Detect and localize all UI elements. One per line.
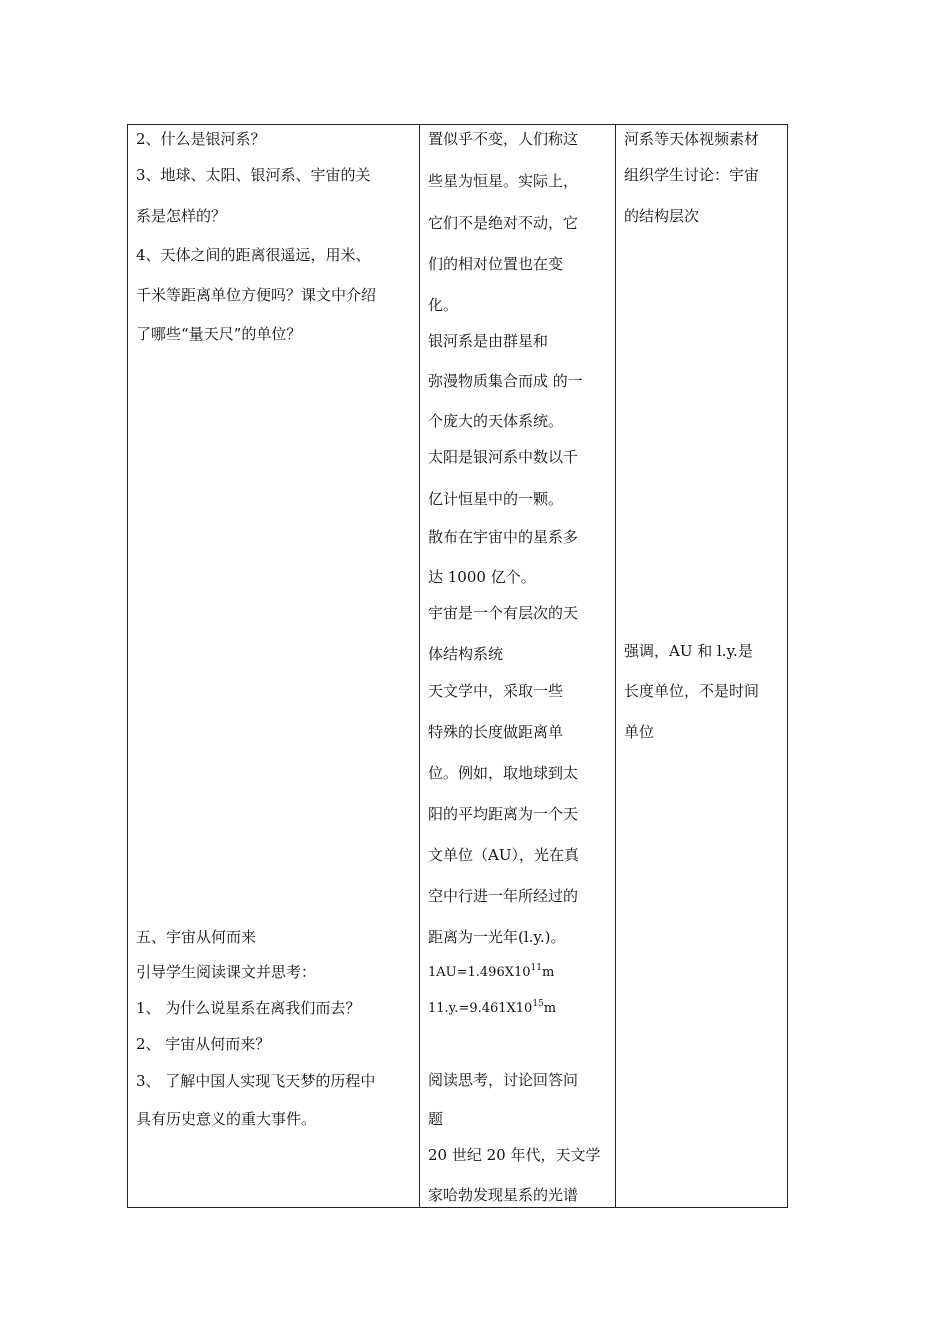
au-formula-unit: m: [541, 965, 555, 980]
content-line: 些星为恒星。实际上，: [428, 172, 579, 190]
au-formula: [428, 963, 554, 983]
content-line: 题: [428, 1110, 444, 1128]
content-line: 化。: [428, 296, 459, 314]
instruction-line: 引导学生阅读课文并思考：: [136, 963, 317, 981]
content-line: 们的相对位置也在变: [428, 255, 564, 273]
content-line: 亿计恒星中的一颗。: [428, 490, 564, 508]
question-line: 了哪些“量天尺”的单位？: [136, 325, 302, 343]
lightyear-formula-unit: m: [543, 1001, 557, 1016]
note-line: 长度单位，不是时间: [624, 682, 760, 700]
content-line: 文单位（AU），光在真: [428, 846, 579, 864]
au-formula-base: 1AU=1.496X10: [428, 965, 531, 980]
content-line: 太阳是银河系中数以千: [428, 448, 579, 466]
question-line: 4、天体之间的距离很遥远，用米、: [136, 246, 371, 264]
content-line: 个庞大的天体系统。: [428, 412, 564, 430]
question-line: 3、地球、太阳、银河系、宇宙的关: [136, 166, 371, 184]
au-formula-exponent: 11: [530, 963, 542, 973]
content-line: 20 世纪 20 年代，天文学: [428, 1146, 601, 1164]
question-line: 千米等距离单位方便吗？课文中介绍: [136, 286, 377, 304]
student-activity-cell: [420, 125, 615, 1207]
question-line: 2、什么是银河系？: [136, 130, 266, 148]
note-line: 河系等天体视频素材: [624, 130, 760, 148]
question-line: 1、 为什么说星系在离我们而去？: [136, 999, 361, 1017]
content-line: 它们不是绝对不动，它: [428, 214, 579, 232]
content-line: 特殊的长度做距离单: [428, 723, 564, 741]
question-line: 具有历史意义的重大事件。: [136, 1110, 317, 1128]
section-heading: 五、宇宙从何而来: [136, 928, 257, 946]
content-line: 阅读思考，讨论回答问: [428, 1071, 579, 1089]
design-notes-cell: [616, 125, 787, 1207]
note-line: 的结构层次: [624, 207, 700, 225]
lightyear-formula: [428, 999, 556, 1019]
question-line: 2、 宇宙从何而来？: [136, 1035, 271, 1053]
content-line: 银河系是由群星和: [428, 332, 549, 350]
question-line: 3、 了解中国人实现飞天梦的历程中: [136, 1072, 376, 1090]
content-line: 弥漫物质集合而成 的一: [428, 372, 583, 390]
content-line: 家哈勃发现星系的光谱: [428, 1186, 579, 1204]
content-line: 体结构系统: [428, 645, 504, 663]
teaching-process-cell: [128, 125, 419, 1207]
content-line: 位。例如，取地球到太: [428, 764, 579, 782]
lightyear-formula-exponent: 15: [532, 999, 544, 1009]
content-line: 宇宙是一个有层次的天: [428, 604, 579, 622]
note-line: 单位: [624, 723, 655, 741]
content-line: 达 1000 亿个。: [428, 568, 536, 586]
content-line: 置似乎不变，人们称这: [428, 130, 579, 148]
content-line: 天文学中，采取一些: [428, 682, 564, 700]
content-line: 空中行进一年所经过的: [428, 887, 579, 905]
content-line: 散布在宇宙中的星系多: [428, 528, 579, 546]
note-line: 强调，AU 和 l.y.是: [624, 642, 753, 660]
lightyear-formula-base: 11.y.=9.461X10: [428, 1001, 533, 1016]
note-line: 组织学生讨论：宇宙: [624, 166, 760, 184]
question-line: 系是怎样的？: [136, 207, 227, 225]
lesson-plan-table: [127, 124, 788, 1208]
content-line: 距离为一光年(l.y.)。: [428, 928, 566, 946]
content-line: 阳的平均距离为一个天: [428, 805, 579, 823]
